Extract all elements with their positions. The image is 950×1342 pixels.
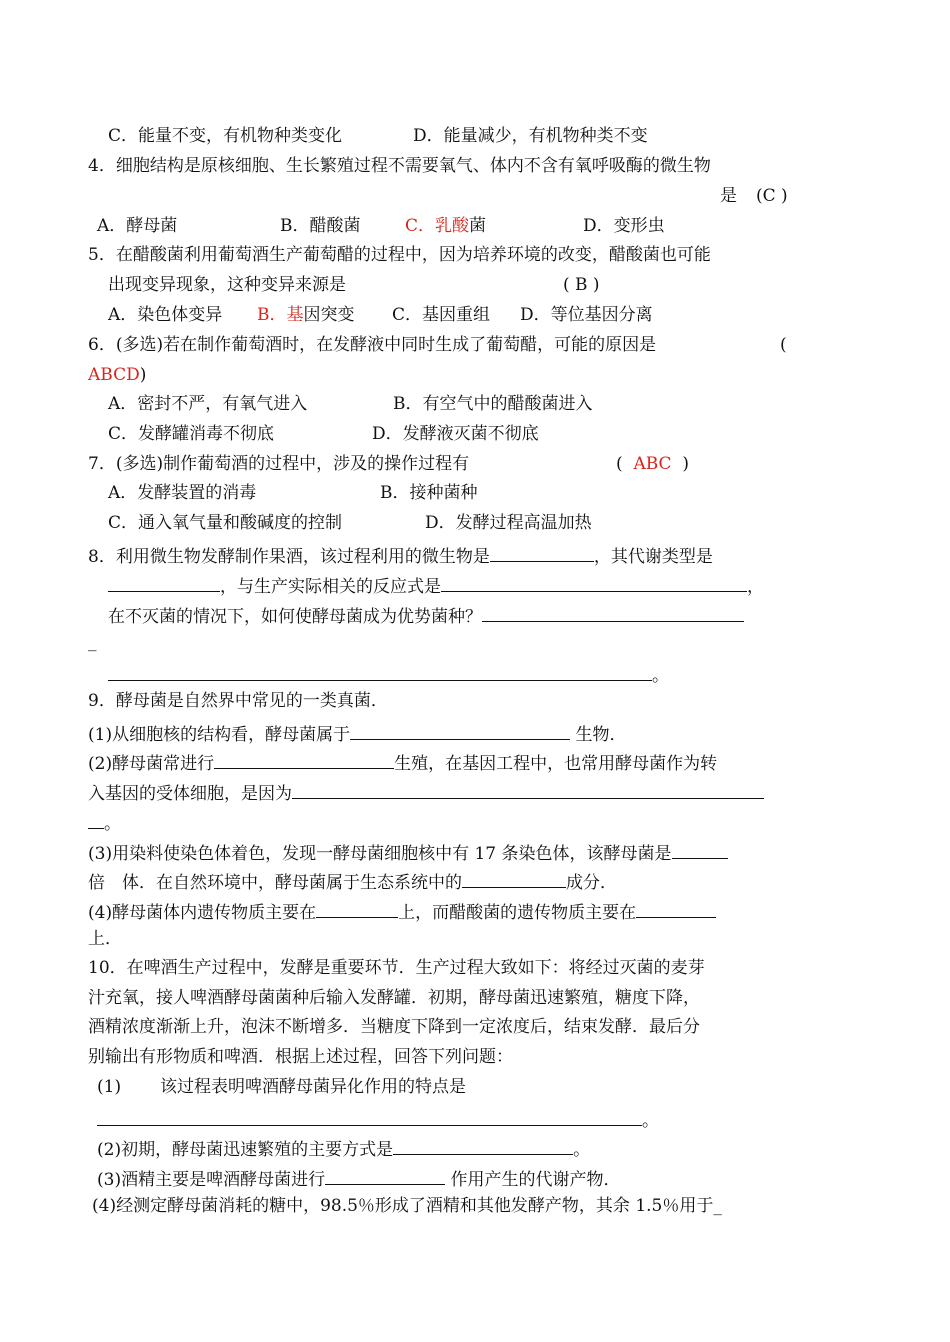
q8-underscore: _ (88, 632, 97, 652)
q8-blank-method-cont[interactable] (108, 664, 652, 681)
q9-2-text2: 生殖，在基因工程中，也常用酵母菌作为转 (394, 754, 718, 774)
question-4-tail: 是 (720, 186, 737, 206)
q10-part-1: 该过程表明啤酒酵母菌异化作用的特点是 (160, 1077, 466, 1097)
q4-option-b: B．醋酸菌 (280, 216, 361, 236)
q8-text3: ，与生产实际相关的反应式是 (220, 577, 441, 597)
question-6: 6．(多选)若在制作葡萄酒时，在发酵液中同时生成了葡萄醋，可能的原因是 (88, 335, 657, 355)
q10-3-end: 作用产生的代谢产物． (450, 1170, 621, 1190)
q9-4-blank2[interactable] (636, 901, 716, 918)
q5-option-b (257, 307, 355, 324)
q10-2-blank[interactable] (393, 1138, 573, 1155)
q8-text2: ，其代谢类型是 (593, 547, 713, 567)
q5-option-d: D．等位基因分离 (520, 305, 653, 325)
question-10-line4: 别输出有形物质和啤酒．根据上述过程，回答下列问题： (88, 1047, 513, 1067)
q5-option-a: A．染色体变异 (108, 305, 223, 325)
q9-part-2 (88, 752, 717, 773)
q5-option-b-highlight: B．基 (257, 305, 304, 325)
q9-part-4-line2: 上． (88, 929, 122, 949)
q8-end: 。 (652, 666, 669, 686)
q6-option-b: B．有空气中的醋酸菌进入 (393, 394, 593, 414)
q10-2-text: (2)初期，酵母菌迅速繁殖的主要方式是 (97, 1140, 394, 1160)
q10-part-4 (92, 1198, 722, 1215)
q8-blank-metabolism[interactable] (108, 575, 220, 592)
q6-option-d: D．发酵液灭菌不彻底 (372, 424, 539, 444)
q10-part-1-line2 (97, 1109, 659, 1130)
q6-answer-highlight: ABCD (88, 365, 140, 385)
q7-answer-open: ( (616, 454, 623, 474)
question-10-line2: 汁充氧，接人啤酒酵母菌菌种后输入发酵罐．初期，酵母菌迅速繁殖，糖度下降， (88, 988, 700, 1008)
q9-1-blank[interactable] (350, 723, 570, 740)
question-4-answer: (C ) (756, 186, 788, 206)
q9-4-text2: 上，而醋酸菌的遗传物质主要在 (398, 903, 637, 923)
q9-part-2-line2 (88, 782, 764, 803)
q10-3-text: (3)酒精主要是啤酒酵母菌进行 (97, 1170, 326, 1190)
question-8-line3 (108, 605, 744, 626)
q8-text1: 8．利用微生物发酵制作果酒，该过程利用的微生物是 (88, 547, 490, 567)
q9-2-end: 。 (104, 814, 121, 834)
q9-2-blank2[interactable] (292, 782, 764, 799)
question-6-answer (88, 367, 146, 384)
option-c-q3: C．能量不变，有机物种类变化 (108, 126, 343, 146)
q4-option-d: D．变形虫 (583, 216, 665, 236)
question-10-line3: 酒精浓度渐渐上升，泡沫不断增多．当糖度下降到一定浓度后，结束发酵．最后分 (88, 1017, 700, 1037)
question-5-line2: 出现变异现象，这种变异来源是 (108, 275, 346, 295)
q10-part-3 (97, 1168, 621, 1189)
q10-part-1-number: (1) (97, 1077, 122, 1097)
q10-1-blank[interactable] (97, 1109, 642, 1126)
question-9: 9．酵母菌是自然界中常见的一类真菌． (88, 691, 388, 711)
q8-text4: ， (747, 577, 764, 597)
question-6-paren: ( (780, 335, 787, 355)
q4-option-a: A．酵母菌 (97, 216, 178, 236)
q10-4-end: _ (713, 1196, 722, 1216)
option-d-q3: D．能量减少，有机物种类不变 (413, 126, 648, 146)
q9-1-text: (1)从细胞核的结构看，酵母菌属于 (88, 725, 351, 745)
q9-part-2-line3 (88, 812, 121, 833)
q10-part-2 (97, 1138, 590, 1159)
q7-option-a: A．发酵装置的消毒 (108, 483, 257, 503)
q10-2-end: 。 (573, 1140, 591, 1160)
q8-blank-method[interactable] (482, 605, 744, 622)
question-8-line2 (108, 575, 764, 596)
question-5-answer: ( B ) (563, 275, 600, 295)
q9-2-blank3[interactable] (88, 812, 104, 829)
q6-answer-close: ) (139, 365, 147, 385)
q9-2-text: (2)酵母菌常进行 (88, 754, 215, 774)
q10-4-text: (4)经测定酵母菌消耗的糖中，98.5％形成了酒精和其他发酵产物，其余 1.5％用于 (92, 1196, 714, 1216)
q9-part-1 (88, 723, 627, 744)
q9-3-text2: 倍 体．在自然环境中，酵母菌属于生态系统中的 (88, 873, 462, 893)
q9-2-blank[interactable] (214, 752, 394, 769)
q4-option-c-rest: 菌 (469, 216, 487, 236)
q9-3-blank2[interactable] (462, 871, 566, 888)
question-8-line5 (108, 664, 669, 685)
q9-3-text: (3)用染料使染色体着色，发现一酵母菌细胞核中有 17 条染色体，该酵母菌是 (88, 844, 672, 864)
q7-answer-close: ) (682, 454, 689, 474)
q10-3-blank[interactable] (325, 1168, 445, 1185)
q9-4-blank[interactable] (316, 901, 398, 918)
q9-4-text: (4)酵母菌体内遗传物质主要在 (88, 903, 317, 923)
q8-blank-reaction[interactable] (441, 575, 747, 592)
question-4: 4．细胞结构是原核细胞、生长繁殖过程不需要氧气、体内不含有氧呼吸酶的微生物 (88, 156, 711, 176)
q9-part-4 (88, 901, 716, 922)
q7-option-d: D．发酵过程高温加热 (425, 513, 592, 533)
question-8 (88, 545, 713, 566)
q10-1-end: 。 (642, 1111, 659, 1131)
q9-2-text3: 入基因的受体细胞，是因为 (88, 784, 292, 804)
q6-option-a: A．密封不严，有氧气进入 (108, 394, 308, 414)
q4-option-c (405, 218, 486, 235)
q5-option-c: C．基因重组 (392, 305, 491, 325)
q9-1-end: 生物． (575, 725, 627, 745)
q4-option-c-highlight: C．乳酸 (405, 216, 470, 236)
q7-option-b: B．接种菌种 (380, 483, 478, 503)
question-5: 5．在醋酸菌利用葡萄酒生产葡萄醋的过程中，因为培养环境的改变，醋酸菌也可能 (88, 245, 711, 265)
question-7-answer (616, 456, 689, 473)
q7-answer-highlight: ABC (633, 454, 672, 474)
q9-part-3-line2 (88, 871, 617, 892)
q9-3-blank[interactable] (672, 842, 728, 859)
q8-text5: 在不灭菌的情况下，如何使酵母菌成为优势菌种？ (108, 607, 482, 627)
q9-3-end: 成分． (566, 873, 617, 893)
q8-blank-microbe[interactable] (490, 545, 594, 562)
question-7: 7．(多选)制作葡萄酒的过程中，涉及的操作过程有 (88, 454, 470, 474)
question-10: 10．在啤酒生产过程中，发酵是重要环节．生产过程大致如下：将经过灭菌的麦芽 (88, 958, 705, 978)
q5-option-b-rest: 因突变 (303, 305, 355, 325)
q6-option-c: C．发酵罐消毒不彻底 (108, 424, 275, 444)
q7-option-c: C．通入氧气量和酸碱度的控制 (108, 513, 343, 533)
q9-part-3 (88, 842, 728, 863)
